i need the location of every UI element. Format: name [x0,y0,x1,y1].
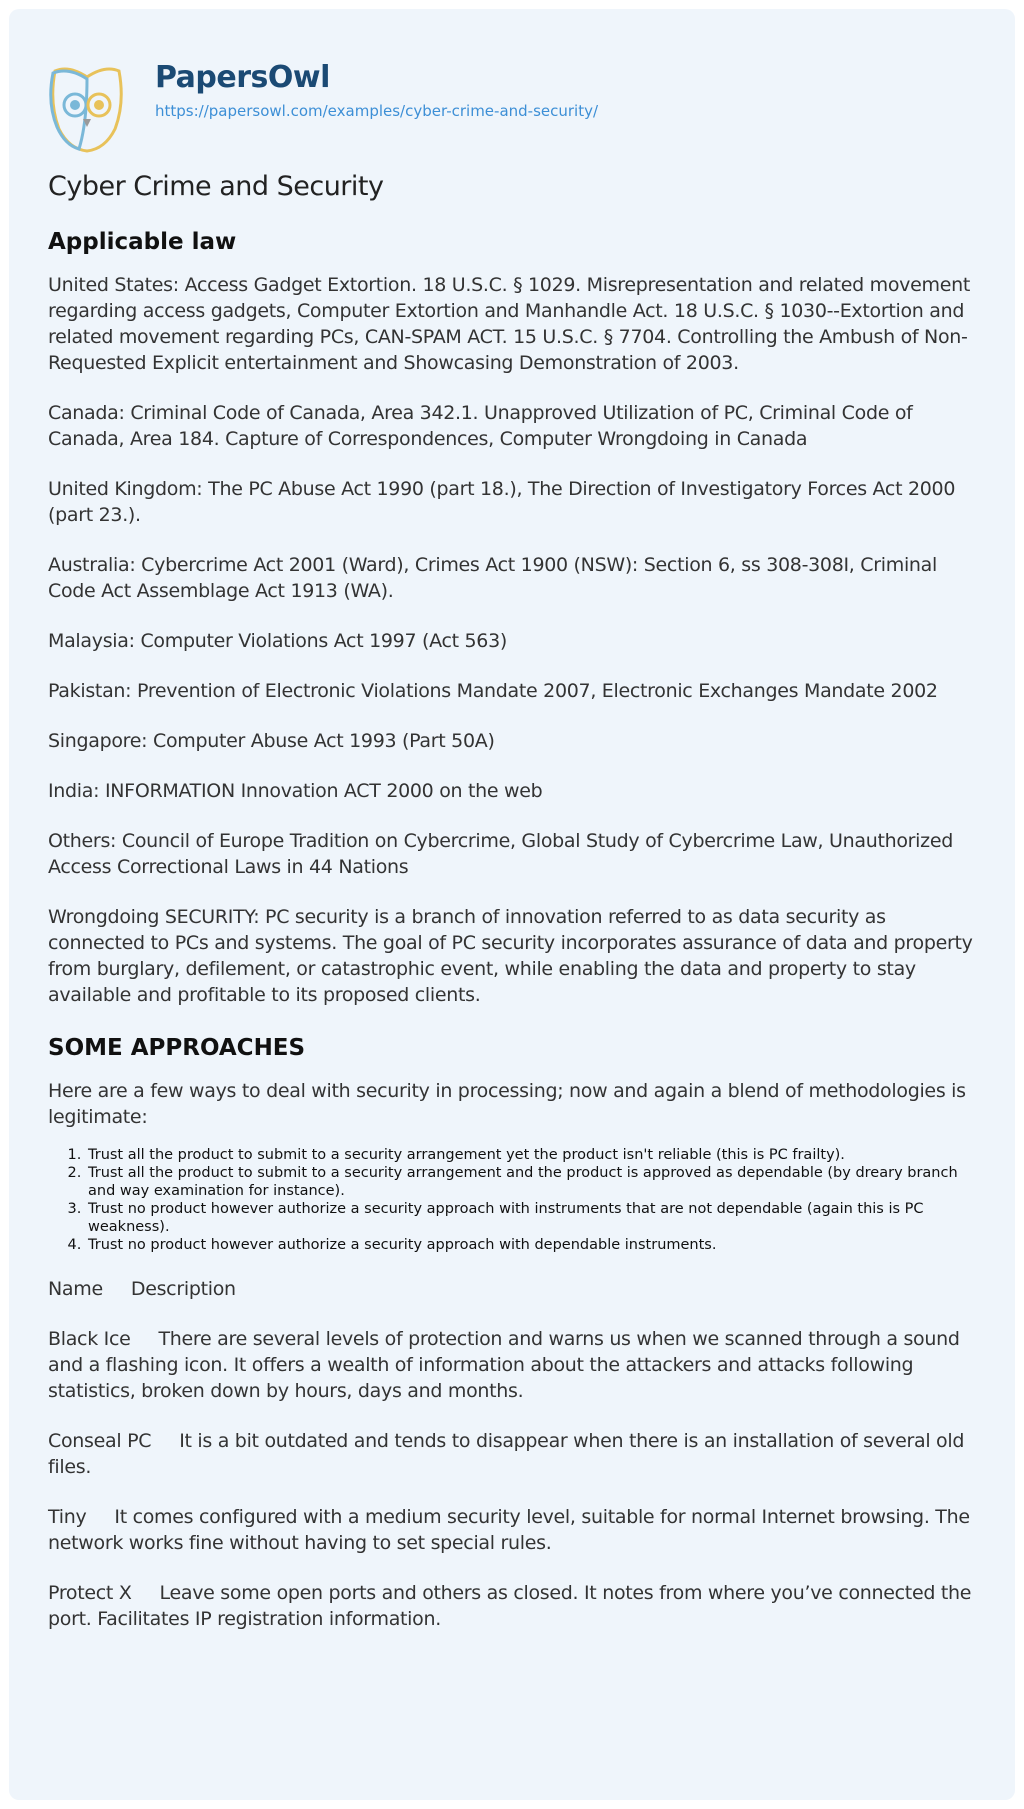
law-paragraph: India: INFORMATION Innovation ACT 2000 on the web [48,780,543,802]
list-item: 2. Trust all the product to submit to a security arrangement and the product is approved as dependable (by dreary branch and way examination for instance). [86,1164,976,1200]
law-paragraph: Australia: Cybercrime Act 2001 (Ward), Crimes Act 1900 (NSW): Section 6, ss 308-308I, Criminal Code Act Assemblage Act 1913 (WA). [48,554,937,602]
table-header-row [48,1276,976,1302]
tool-name: Protect X [48,1582,132,1604]
law-paragraph: Pakistan: Prevention of Electronic Violations Mandate 2007, Electronic Exchanges Mandate 2002 [48,680,938,702]
document-title: Cyber Crime and Security [48,171,384,202]
law-paragraph: Singapore: Computer Abuse Act 1993 (Part 50A) [48,730,495,752]
tool-row [48,1428,976,1480]
approaches-intro: Here are a few ways to deal with security in processing; now and again a blend of methodologies is legitimate: [48,1080,966,1128]
approaches-list [48,1146,976,1254]
law-paragraph: Malaysia: Computer Violations Act 1997 (Act 563) [48,630,507,652]
tool-name: Tiny [48,1506,87,1528]
tool-description: There are several levels of protection and warns us when we scanned through a sound and a flashing icon. It offers a wealth of information about the attackers and attacks following statistics, broken down by hours, days and months. [48,1328,960,1402]
tool-name: Black Ice [48,1328,131,1350]
column-header-name: Name [48,1278,103,1300]
document-content [48,168,976,1656]
list-item: 1. Trust all the product to submit to a security arrangement yet the product isn't reliable (this is PC frailty). [86,1146,976,1164]
tool-row [48,1580,976,1632]
list-item: 4. Trust no product however authorize a security approach with dependable instruments. [86,1236,976,1254]
section-heading-applicable-law: Applicable law [48,229,237,255]
owl-logo-icon[interactable] [49,63,125,153]
tool-row [48,1326,976,1404]
column-header-description: Description [130,1278,236,1300]
tool-name: Conseal PC [48,1430,152,1452]
law-paragraph: Others: Council of Europe Tradition on Cybercrime, Global Study of Cybercrime Law, Unauthorized Access Correctional Laws in 44 Nations [48,830,953,878]
tool-description: Leave some open ports and others as closed. It notes from where you’ve connected the port. Facilitates IP registration information. [48,1582,972,1630]
brand-block [155,59,598,121]
tool-row [48,1504,976,1556]
law-paragraph: Canada: Criminal Code of Canada, Area 342.1. Unapproved Utilization of PC, Criminal Code of Canada, Area 184. Capture of Correspondences, Computer Wrongdoing in Canada [48,402,913,450]
tool-description: It comes configured with a medium security level, suitable for normal Internet browsing. The network works fine without having to set special rules. [48,1506,970,1554]
security-paragraph: Wrongdoing SECURITY: PC security is a branch of innovation referred to as data security as connected to PCs and systems. The goal of PC security incorporates assurance of data and property from burglary, defilement, or catastrophic event, while enabling the data and property to stay available and profitable to its proposed clients. [48,906,973,1006]
law-paragraph: United States: Access Gadget Extortion. 18 U.S.C. § 1029. Misrepresentation and related movement regarding access gadgets, Computer Extortion and Manhandle Act. 18 U.S.C. § 1030--Extortion and related movement regarding PCs, CAN-SPAM ACT. 15 U.S.C. § 7704. Controlling the Ambush of Non-Requested Explicit entertainment and Showcasing Demonstration of 2003. [48,274,970,374]
list-item: 3. Trust no product however authorize a security approach with instruments that are not dependable (again this is PC weakness). [86,1200,976,1236]
source-url-link[interactable]: https://papersowl.com/examples/cyber-crime-and-security/ [155,102,599,120]
law-paragraph: United Kingdom: The PC Abuse Act 1990 (part 18.), The Direction of Investigatory Forces Act 2000 (part 23.). [48,478,956,526]
section-heading-approaches: SOME APPROACHES [48,1035,306,1061]
tool-description: It is a bit outdated and tends to disappear when there is an installation of several old files. [48,1430,965,1478]
brand-name[interactable]: PapersOwl [155,60,330,95]
